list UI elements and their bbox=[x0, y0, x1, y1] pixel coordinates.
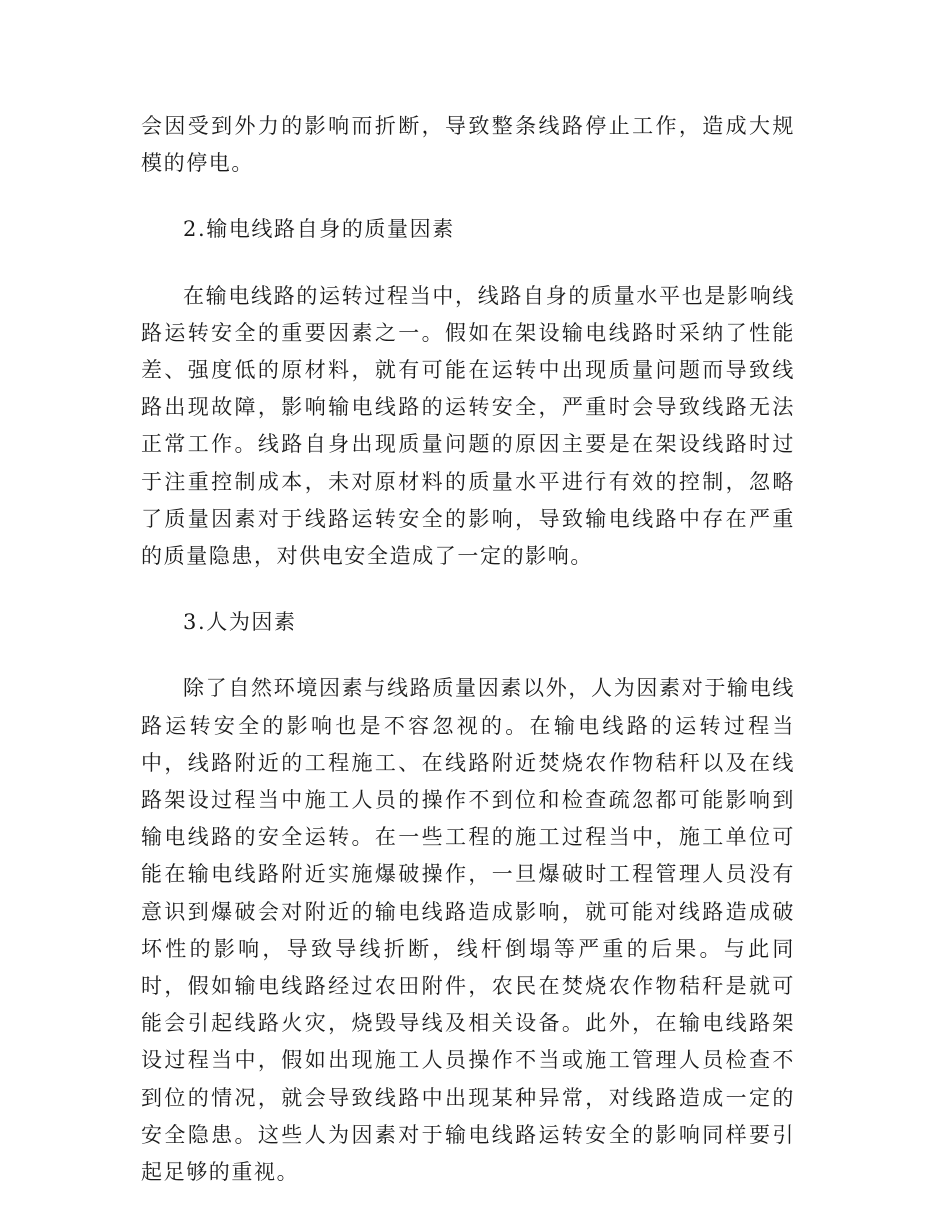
paragraph-gap bbox=[141, 249, 795, 278]
section-heading-human: 3.人为因素 bbox=[183, 610, 297, 635]
document-body bbox=[141, 108, 795, 1191]
paragraph-gap bbox=[141, 575, 795, 604]
paragraph-gap bbox=[141, 182, 795, 211]
paragraph-human: 除了自然环境因素与线路质量因素以外，人为因素对于输电线路运转安全的影响也是不容忽视的。在输电线路的运转过程当中，线路附近的工程施工、在线路附近焚烧农作物秸秆以及在线路架设过程当中施工人员的操作不到位和检查疏忽都可能影响到输电线路的安全运转。在一些工程的施工过程当中，施工单位可能在输电线路附近实施爆破操作，一旦爆破时工程管理人员没有意识到爆破会对附近的输电线路造成影响，就可能对线路造成破坏性的影响，导致导线折断，线杆倒塌等严重的后果。与此同时，假如输电线路经过农田附件，农民在焚烧农作物秸秆是就可能会引起线路火灾，烧毁导线及相关设备。此外，在输电线路架设过程当中，假如出现施工人员操作不当或施工管理人员检查不到位的情况，就会导致线路中出现某种异常，对线路造成一定的安全隐患。这些人为因素对于输电线路运转安全的影响同样要引起足够的重视。 bbox=[141, 676, 795, 1185]
section-heading-quality: 2.输电线路自身的质量因素 bbox=[183, 217, 455, 242]
paragraph-gap bbox=[141, 641, 795, 670]
paragraph-continuation: 会因受到外力的影响而折断，导致整条线路停止工作，造成大规模的停电。 bbox=[141, 114, 795, 176]
paragraph-quality: 在输电线路的运转过程当中，线路自身的质量水平也是影响线路运转安全的重要因素之一。假如在架设输电线路时采纳了性能差、强度低的原材料，就有可能在运转中出现质量问题而导致线路出现故障，影响输电线路的运转安全，严重时会导致线路无法正常工作。线路自身出现质量问题的原因主要是在架设线路时过于注重控制成本，未对原材料的质量水平进行有效的控制，忽略了质量因素对于线路运转安全的影响，导致输电线路中存在严重的质量隐患，对供电安全造成了一定的影响。 bbox=[141, 283, 795, 569]
